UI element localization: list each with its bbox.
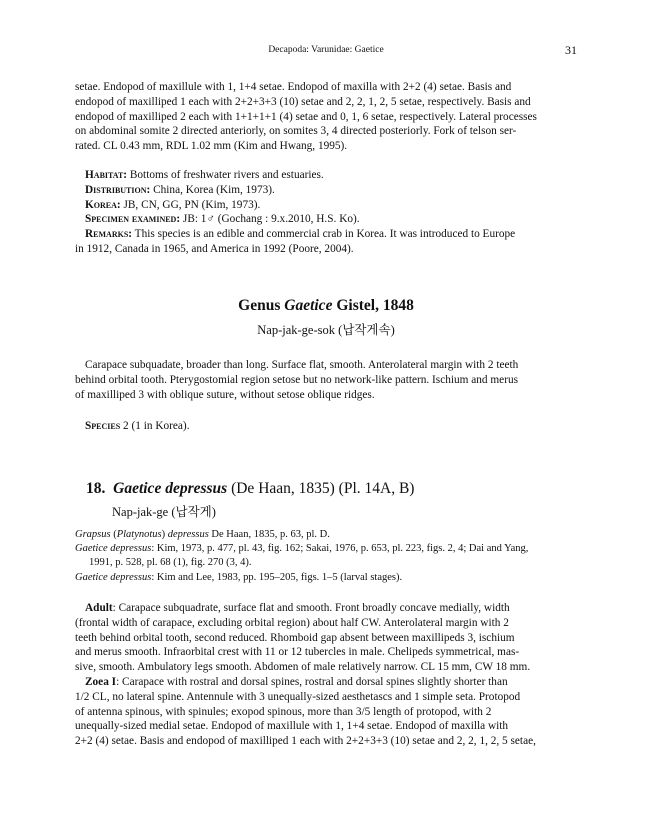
text-line — [75, 675, 577, 690]
genus-title — [75, 297, 577, 315]
text-line: setae. Endopod of maxillule with 1, 1+4 setae. Endopod of maxilla with 2+2 (4) setae. Basis and — [75, 81, 512, 93]
synonymy-list — [75, 528, 577, 585]
synonym-name: Gaetice depressus — [75, 571, 152, 583]
remarks-label: Remarks: — [85, 228, 133, 241]
synonym-name: Gaetice depressus — [75, 543, 152, 555]
text-line: endopod of maxilliped 1 each with 2+2+3+3 (10) setae and 2, 2, 1, 2, 5 setae, respectively. Basis and — [75, 95, 531, 108]
synonymy-entry — [75, 571, 577, 585]
species-korean-name: Nap-jak-ge (납작게) — [112, 505, 216, 519]
text-line: 2+2 (4) setae. Basis and endopod of maxilliped 1 each with 2+2+3+3 (10) setae and 2, 2, 1, 2, 5 setae, — [75, 735, 536, 748]
text-line — [75, 601, 577, 616]
remarks-line — [75, 227, 577, 242]
synonym-paren: ( — [110, 529, 117, 540]
species-number: 18. — [86, 480, 106, 497]
synonymy-entry — [75, 542, 577, 556]
adult-label: Adult — [85, 602, 113, 614]
species-count-line — [75, 419, 577, 434]
synonym-citation: De Haan, 1835, p. 63, pl. D. — [208, 529, 330, 540]
text-line: of antenna spinous, with spinules; exopod spinous, more than 3/5 length of protopod, with 2 — [75, 705, 492, 718]
specimen-label: Specimen examined: — [85, 213, 181, 226]
synonym-genus: Grapsus — [75, 529, 111, 540]
text-line: on abdominal somite 2 directed anteriorly, on somites 3, 4 directed posteriorly. Fork of telson ser- — [75, 125, 517, 138]
adult-text: : Carapace subquadrate, surface flat and smooth. Front broadly concave medially, width — [112, 602, 510, 614]
korea-text: JB, CN, GG, PN (Kim, 1973). — [120, 198, 261, 211]
korea-label: Korea: — [85, 198, 121, 211]
species-info-block — [75, 168, 577, 257]
habitat-line — [75, 168, 577, 183]
species-label: Species — [85, 420, 121, 432]
species-authority: (De Haan, 1835) (Pl. 14A, B) — [227, 480, 415, 497]
genus-korean-name: Nap-jak-ge-sok (납작게속) — [257, 323, 395, 337]
habitat-label: Habitat: — [85, 169, 128, 181]
text-line: endopod of maxilliped 2 each with 1+1+1+1 (4) setae and 0, 1, 6 setae, respectively. Lateral processes — [75, 110, 537, 123]
species-title — [86, 480, 414, 498]
zoea-label: Zoea I — [85, 675, 117, 688]
korea-line — [75, 198, 577, 213]
synonymy-entry-continuation: 1991, p. 528, pl. 68 (1), fig. 270 (3, 4). — [89, 557, 252, 569]
species-count-text: 2 (1 in Korea). — [120, 420, 190, 432]
synonym-citation: : Kim, 1973, p. 477, pl. 43, fig. 162; Sakai, 1976, p. 653, pl. 223, figs. 2, 4; Dai and Yang, — [151, 543, 529, 555]
distribution-line — [75, 183, 577, 198]
running-title: Decapoda: Varunidae: Gaetice — [268, 45, 384, 55]
synonym-epithet: depressus — [167, 529, 209, 540]
specimen-text: JB: 1♂ (Gochang : 9.x.2010, H.S. Ko). — [180, 213, 360, 226]
running-header — [75, 44, 577, 58]
synonym-citation: : Kim and Lee, 1983, pp. 195–205, figs. 1–5 (larval stages). — [151, 571, 403, 583]
genus-title-authority: Gistel, 1848 — [332, 297, 414, 314]
text-line: behind orbital tooth. Pterygostomial region setose but no network-like pattern. Ischium and merus — [75, 373, 518, 386]
distribution-label: Distribution: — [85, 183, 151, 196]
text-line: of maxilliped 3 with oblique suture, without setose oblique ridges. — [75, 388, 375, 401]
page-number: 31 — [565, 43, 577, 57]
synonym-paren: ) — [161, 529, 168, 540]
genus-species-count — [75, 419, 577, 434]
genus-title-prefix: Genus — [238, 297, 285, 314]
adult-description — [75, 601, 577, 749]
genus-title-name: Gaetice — [284, 297, 333, 314]
text-line: 1/2 CL, no lateral spine. Antennule with 3 unequally-sized aesthetascs and 1 simple seta. Protopod — [75, 690, 521, 703]
distribution-text: China, Korea (Kim, 1973). — [150, 183, 275, 196]
text-line: rated. CL 0.43 mm, RDL 1.02 mm (Kim and Hwang, 1995). — [75, 140, 348, 153]
genus-diagnosis — [75, 358, 577, 402]
text-line: and merus smooth. Infraorbital crest with 11 or 12 tubercles in male. Chelipeds symmetrical, mas- — [75, 646, 520, 659]
specimen-line — [75, 212, 577, 227]
habitat-text: Bottoms of freshwater rivers and estuaries. — [127, 169, 324, 181]
text-line: (frontal width of carapace, excluding orbital region) about half CW. Anterolateral margin with 2 — [75, 616, 509, 629]
continuation-paragraph — [75, 80, 577, 154]
remarks-text: This species is an edible and commercial crab in Korea. It was introduced to Europe — [132, 228, 516, 241]
zoea-text: : Carapace with rostral and dorsal spines, rostral and dorsal spines slightly shorter than — [116, 675, 508, 688]
species-name: Gaetice depressus — [113, 480, 228, 497]
synonym-subgenus: Platynotus — [116, 529, 162, 540]
remarks-line-2: in 1912, Canada in 1965, and America in 1992 (Poore, 2004). — [75, 242, 354, 255]
text-line: Carapace subquadate, broader than long. Surface flat, smooth. Anterolateral margin with 2 teeth — [85, 359, 519, 371]
text-line: sive, smooth. Ambulatory legs smooth. Abdomen of male relatively narrow. CL 15 mm, CW 18 mm. — [75, 661, 531, 674]
text-line: unequally-sized medial setae. Endopod of maxillule with 1, 1+4 setae. Endopod of maxilla with — [75, 720, 509, 733]
synonymy-entry — [75, 528, 577, 542]
text-line: teeth behind orbital tooth, second reduced. Rhomboid gap absent between maxillipeds 3, ischium — [75, 631, 515, 644]
